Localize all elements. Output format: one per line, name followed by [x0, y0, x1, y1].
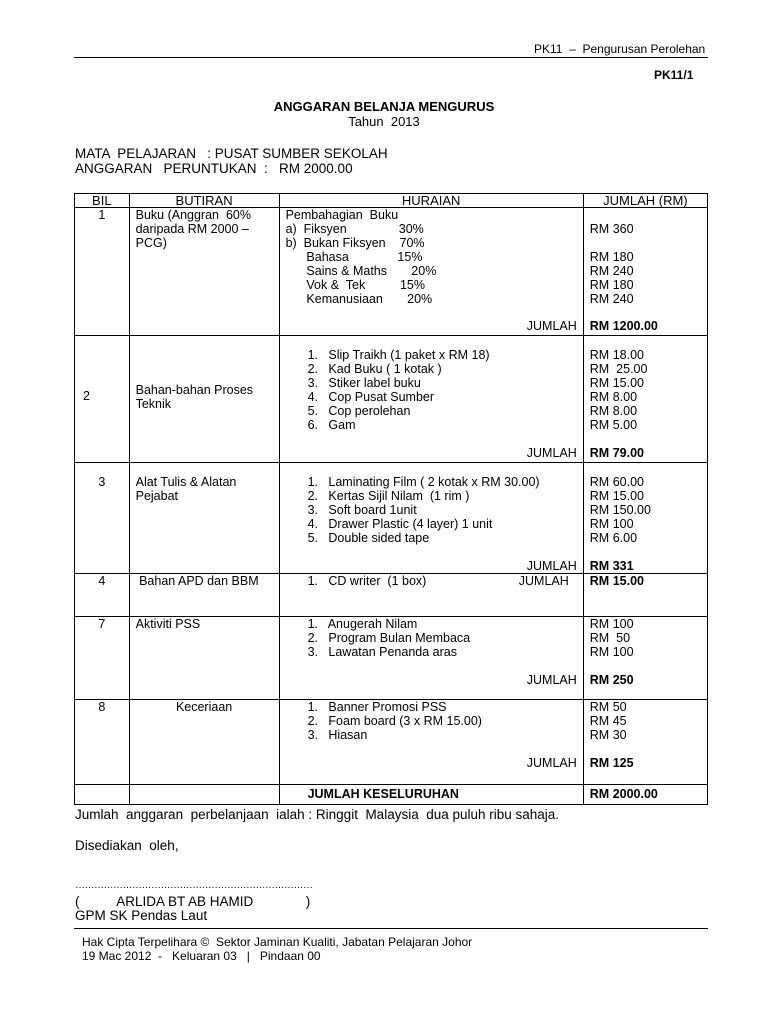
detail-line: 5. Cop perolehan: [307, 404, 411, 418]
row-number: 4: [98, 574, 106, 588]
column-header-huraian: HURAIAN: [279, 194, 583, 208]
subtotal-label: JUMLAH: [526, 319, 577, 333]
header-rule: [74, 57, 708, 58]
detail-line: 1. Anugerah Nilam: [307, 617, 418, 631]
amount: RM 100: [589, 645, 634, 659]
detail-line: 2. Foam board (3 x RM 15.00): [307, 714, 482, 728]
row-number: 2: [83, 389, 90, 403]
detail-line: 1. Banner Promosi PSS: [307, 700, 447, 714]
document-code: PK11 – Pengurusan Perolehan: [534, 42, 706, 56]
detail-line: 1. Slip Traikh (1 paket x RM 18): [307, 348, 490, 362]
amount: RM 150.00: [589, 503, 651, 517]
item-description: Bahan APD dan BBM: [135, 574, 259, 588]
amount: RM 180: [589, 250, 634, 264]
item-description: Bahan-bahan Proses: [135, 383, 254, 397]
item-description: PCG): [135, 236, 167, 250]
row-number: 1: [98, 208, 106, 222]
document-title: ANGGARAN BELANJA MENGURUS: [273, 99, 495, 114]
subtotal-amount: RM 15.00: [589, 574, 644, 588]
subtotal-amount: RM 125: [589, 756, 634, 770]
table-row: [75, 574, 708, 617]
table-row: [75, 463, 708, 574]
table-row: [75, 617, 708, 700]
document-year: Tahun 2013: [348, 114, 420, 129]
subtotal-label: JUMLAH: [526, 673, 577, 687]
detail-line: 2. Kertas Sijil Nilam (1 rim ): [307, 489, 470, 503]
summary-text: Jumlah anggaran perbelanjaan ialah : Ringgit Malaysia dua puluh ribu sahaja.: [75, 807, 560, 822]
amount: RM 60.00: [589, 475, 644, 489]
detail-line: 3. Lawatan Penanda aras: [307, 645, 457, 659]
footer-date-line: 19 Mac 2012 - Keluaran 03 | Pindaan 00: [82, 949, 321, 963]
detail-line: 6. Gam: [307, 418, 356, 432]
detail-line: 2. Kad Buku ( 1 kotak ): [307, 362, 442, 376]
detail-line: 4. Drawer Plastic (4 layer) 1 unit: [307, 517, 493, 531]
amount: RM 100: [589, 517, 634, 531]
subtotal-label: JUMLAH: [526, 446, 577, 460]
prepared-by-label: Disediakan oleh,: [75, 838, 179, 853]
detail-line: 1. Laminating Film ( 2 kotak x RM 30.00): [307, 475, 540, 489]
table-header-row: [75, 194, 708, 208]
item-description: Pejabat: [135, 489, 179, 503]
detail-line: a) Fiksyen 30%: [285, 222, 424, 236]
subtotal-amount: RM 331: [589, 559, 634, 573]
table-row: [75, 700, 708, 785]
detail-line: 5. Double sided tape: [307, 531, 430, 545]
detail-line: Kemanusiaan 20%: [285, 292, 433, 306]
row-number: 8: [98, 700, 106, 714]
subject-line: MATA PELAJARAN : PUSAT SUMBER SEKOLAH: [75, 146, 388, 161]
amount: RM 100: [589, 617, 634, 631]
detail-line: 2. Program Bulan Membaca: [307, 631, 471, 645]
amount: RM 8.00: [589, 404, 638, 418]
detail-line: Vok & Tek 15%: [285, 278, 425, 292]
detail-line: Bahasa 15%: [285, 250, 423, 264]
amount: RM 30: [589, 728, 627, 742]
subtotal-amount: RM 250: [589, 673, 634, 687]
amount: RM 240: [589, 264, 634, 278]
subtotal-amount: RM 1200.00: [589, 319, 658, 333]
row-number: 3: [98, 475, 106, 489]
item-description: Teknik: [135, 397, 172, 411]
amount: RM 25.00: [589, 362, 648, 376]
budget-table: [74, 193, 708, 805]
amount: RM 360: [589, 222, 634, 236]
signatory-position: GPM SK Pendas Laut: [75, 908, 208, 923]
amount: RM 5.00: [589, 418, 638, 432]
column-header-bil: BIL: [75, 194, 130, 208]
item-description: Aktiviti PSS: [135, 617, 201, 631]
detail-line: 3. Soft board 1unit: [307, 503, 417, 517]
amount: RM 50: [589, 700, 627, 714]
subtotal-label: JUMLAH: [518, 574, 569, 588]
signature-line: …………………………………………………………………: [75, 880, 313, 891]
amount: RM 180: [589, 278, 634, 292]
detail-line: 3. Hiasan: [307, 728, 368, 742]
table-row: [75, 208, 708, 336]
item-description: Keceriaan: [175, 700, 233, 714]
detail-line: b) Bukan Fiksyen 70%: [285, 236, 425, 250]
detail-line: Pembahagian Buku: [285, 208, 399, 222]
allocation-line: ANGGARAN PERUNTUKAN : RM 2000.00: [75, 161, 353, 176]
amount: RM 240: [589, 292, 634, 306]
amount: RM 15.00: [589, 376, 644, 390]
grand-total-amount: RM 2000.00: [589, 787, 658, 801]
detail-line: 4. Cop Pusat Sumber: [307, 390, 435, 404]
footer-rule: [74, 928, 708, 929]
subtotal-label: JUMLAH: [526, 756, 577, 770]
grand-total-label: JUMLAH KESELURUHAN: [307, 787, 459, 801]
detail-line: 3. Stiker label buku: [307, 376, 421, 390]
item-description: daripada RM 2000 –: [135, 222, 249, 236]
subtotal-label: JUMLAH: [526, 559, 577, 573]
item-description: Buku (Anggran 60%: [135, 208, 251, 222]
subtotal-amount: RM 79.00: [589, 446, 644, 460]
detail-line: Sains & Maths 20%: [285, 264, 437, 278]
amount: RM 8.00: [589, 390, 638, 404]
grand-total-row: [75, 785, 708, 805]
signatory-name: ( ARLIDA BT AB HAMID ): [75, 894, 311, 909]
amount: RM 15.00: [589, 489, 644, 503]
detail-line: 1. CD writer (1 box): [307, 574, 427, 588]
amount: RM 18.00: [589, 348, 644, 362]
item-description: Alat Tulis & Alatan: [135, 475, 237, 489]
footer-copyright: Hak Cipta Terpelihara © Sektor Jaminan Kualiti, Jabatan Pelajaran Johor: [82, 935, 473, 949]
table-row: [75, 336, 708, 463]
amount: RM 6.00: [589, 531, 638, 545]
form-number: PK11/1: [654, 68, 694, 82]
amount: RM 45: [589, 714, 627, 728]
column-header-butiran: BUTIRAN: [129, 194, 279, 208]
row-number: 7: [98, 617, 106, 631]
amount: RM 50: [589, 631, 631, 645]
column-header-jumlah: JUMLAH (RM): [583, 194, 707, 208]
